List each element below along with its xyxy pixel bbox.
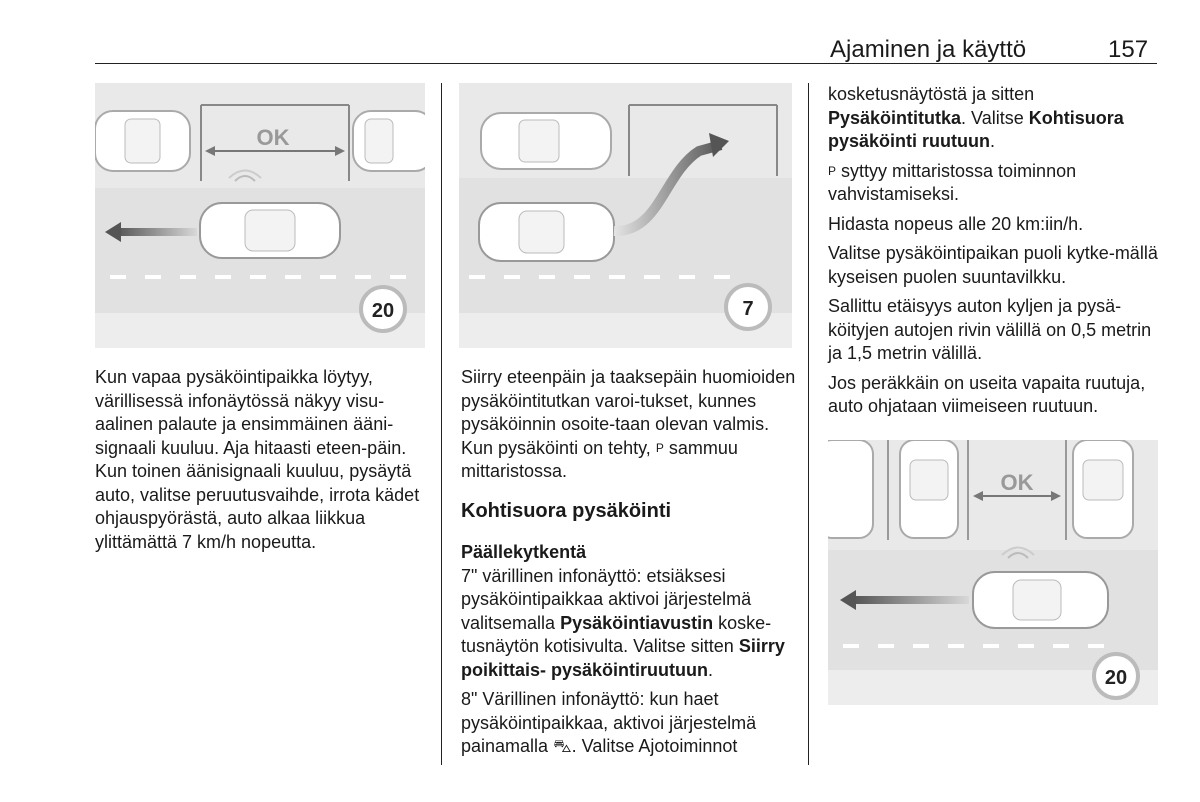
column-1 xyxy=(95,366,430,560)
parked-car-icon xyxy=(900,440,958,538)
park-assist-icon: P xyxy=(828,163,837,178)
menu-term: Siirry poikittais- pysäköintiruutuun xyxy=(461,636,785,680)
menu-term: Pysäköintitutka xyxy=(828,107,962,128)
page-number: 157 xyxy=(1108,36,1149,63)
menu-term: Kohtisuora pysäköinti ruutuun xyxy=(828,107,1124,151)
car-button-icon: ⛍ xyxy=(553,736,572,756)
subsection-heading: Päällekytkentä xyxy=(461,542,587,562)
paragraph: 8" Värillinen infonäyttö: kun haet pysäköintipaikkaa, aktivoi järjestelmä painamalla ⛍. Valitse Ajotoiminnot xyxy=(461,689,757,756)
paragraph: kosketusnäytöstä ja sitten Pysäköintitutka. Valitse Kohtisuora pysäköinti ruutuun. xyxy=(828,84,1124,151)
header-rule xyxy=(95,63,1157,64)
car-icon xyxy=(479,203,614,261)
figure-parallel-search xyxy=(95,83,425,348)
paragraph: Sallittu etäisyys auton kyljen ja pysä-köityjen autojen rivin välillä on 0,5 metrin ja 1,5 metrin välillä. xyxy=(828,296,1152,363)
paragraph: Kun vapaa pysäköintipaikka löytyy, värillisessä infonäytössä näkyy visu-aalinen palaute ja ensimmäinen ääni-signaali kuuluu. Aja hitaasti eteen-päin. Kun toinen äänisignaali kuuluu, pysäytä auto, valitse peruutusvaihde, irrota kädet ohjauspyörästä, auto alkaa liikkua ylittämättä 7 km/h nopeutta. xyxy=(95,367,420,552)
figure-perpendicular-search xyxy=(828,440,1158,705)
parked-car-icon xyxy=(481,113,611,169)
parked-car-icon xyxy=(95,111,190,171)
moving-car-icon xyxy=(973,572,1108,628)
parked-car-icon xyxy=(353,111,425,171)
step-badge: 7 xyxy=(742,298,754,320)
parked-car-icon xyxy=(828,440,873,538)
paragraph: Hidasta nopeus alle 20 km:iin/h. xyxy=(828,213,1084,234)
ok-label: OK xyxy=(256,125,290,150)
column-divider-1 xyxy=(441,83,442,765)
park-assist-icon: P xyxy=(655,440,664,455)
column-divider-2 xyxy=(808,83,809,765)
menu-term: Pysäköintiavustin xyxy=(560,612,714,633)
column-3 xyxy=(828,83,1158,425)
paragraph: Jos peräkkäin on useita vapaita ruutuja, auto ohjataan viimeiseen ruutuun. xyxy=(828,372,1146,416)
figure-maneuver xyxy=(459,83,792,348)
chapter-title: Ajaminen ja käyttö xyxy=(830,36,1027,63)
ok-label: OK xyxy=(1000,470,1034,495)
moving-car-icon xyxy=(200,203,340,258)
column-2 xyxy=(461,366,796,765)
speed-badge: 20 xyxy=(1104,667,1128,689)
speed-badge: 20 xyxy=(371,300,395,322)
section-heading: Kohtisuora pysäköinti xyxy=(461,499,672,522)
paragraph: 7" värillinen infonäyttö: etsiäksesi pysäköintipaikkaa aktivoi järjestelmä valitsemalla Pysäköintiavustin koske-tusnäytön kotisivulta. Valitse sitten Siirry poikittais- pysäköintiruutuun. xyxy=(461,565,785,680)
parked-car-icon xyxy=(1073,440,1133,538)
paragraph: Valitse pysäköintipaikan puoli kytke-mällä kyseisen puolen suuntavilkku. xyxy=(828,243,1158,287)
paragraph: Siirry eteenpäin ja taaksepäin huomioiden pysäköintitutkan varoi-tukset, kunnes pysäköinnin osoite-taan olevan valmis. Kun pysäköinti on tehty, P sammuu mittaristossa. xyxy=(461,367,796,481)
paragraph: P syttyy mittaristossa toiminnon vahvistamiseksi. xyxy=(828,160,1077,204)
